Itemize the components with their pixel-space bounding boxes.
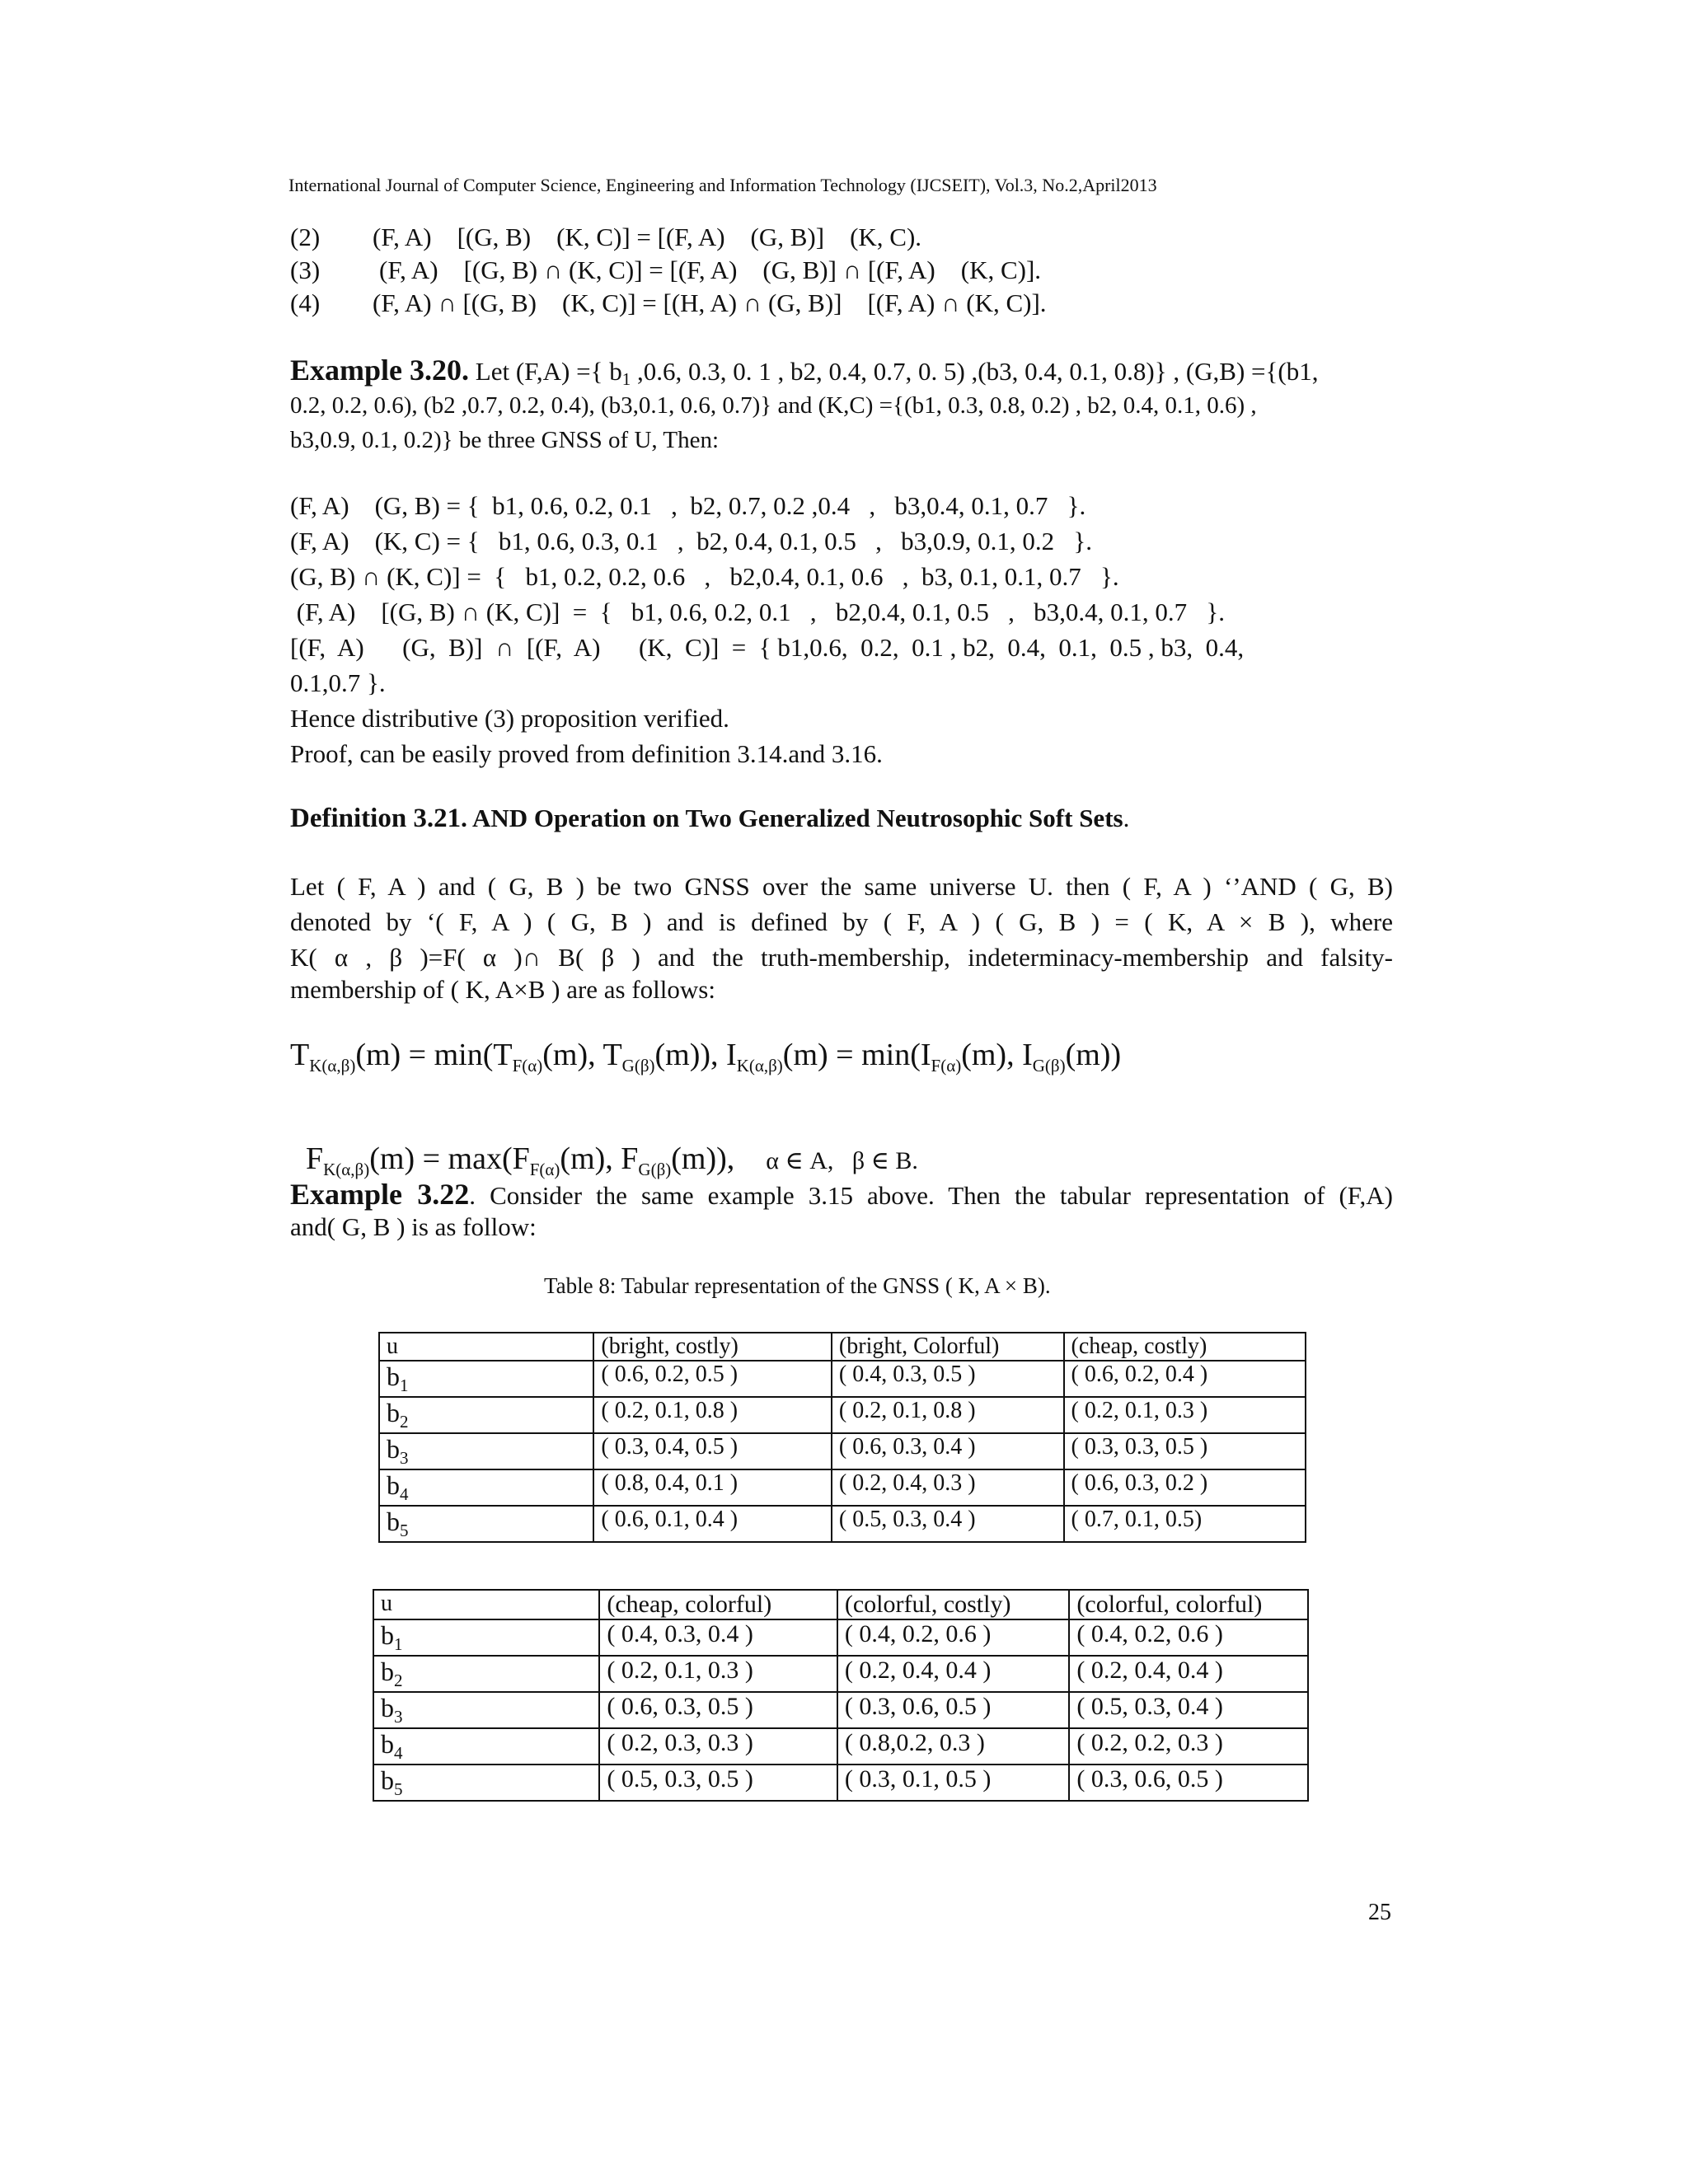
formula-text: (m) = min(T bbox=[355, 1038, 513, 1072]
table-cell: ( 0.3, 0.3, 0.5 ) bbox=[1064, 1433, 1306, 1469]
proposition-2 bbox=[290, 223, 921, 252]
row-label-subscript: 2 bbox=[394, 1671, 403, 1690]
table-caption: Table 8: Tabular representation of the GNSS ( K, A × B). bbox=[544, 1273, 1051, 1298]
formula-text: T bbox=[290, 1038, 310, 1072]
row-label-text: b bbox=[387, 1361, 400, 1391]
header-cell: (bright, costly) bbox=[593, 1333, 832, 1361]
row-label-subscript: 3 bbox=[394, 1707, 403, 1727]
definition-title: . AND Operation on Two Generalized Neutrosophic Soft Sets bbox=[461, 804, 1123, 832]
table-row bbox=[379, 1433, 1306, 1469]
table-cell: ( 0.8, 0.4, 0.1 ) bbox=[593, 1469, 832, 1506]
row-label-subscript: 5 bbox=[400, 1521, 409, 1540]
row-label-text: b bbox=[381, 1765, 394, 1795]
table-cell: ( 0.5, 0.3, 0.4 ) bbox=[1069, 1692, 1308, 1728]
row-label-subscript: 1 bbox=[394, 1634, 403, 1654]
example-label: Example 3.22 bbox=[290, 1178, 470, 1211]
table-cell: ( 0.4, 0.3, 0.4 ) bbox=[599, 1619, 837, 1656]
table-cell: ( 0.4, 0.2, 0.6 ) bbox=[1069, 1619, 1308, 1656]
table-cell: ( 0.6, 0.3, 0.2 ) bbox=[1064, 1469, 1306, 1506]
table-header-row bbox=[373, 1590, 1308, 1619]
table-cell: ( 0.2, 0.4, 0.4 ) bbox=[837, 1656, 1070, 1692]
table-cell: ( 0.2, 0.3, 0.3 ) bbox=[599, 1728, 837, 1765]
header-cell: (colorful, costly) bbox=[837, 1590, 1070, 1619]
table-cell: ( 0.3, 0.6, 0.5 ) bbox=[837, 1692, 1070, 1728]
table-row bbox=[379, 1506, 1306, 1542]
gnss-table-1 bbox=[378, 1332, 1306, 1543]
table-row bbox=[373, 1692, 1308, 1728]
formula-subscript: G(β) bbox=[638, 1160, 672, 1179]
row-label-subscript: 5 bbox=[394, 1779, 403, 1799]
example-3-22-line-1 bbox=[290, 1177, 1393, 1213]
table-cell: ( 0.8,0.2, 0.3 ) bbox=[837, 1728, 1070, 1765]
header-cell: (colorful, colorful) bbox=[1069, 1590, 1308, 1619]
row-label bbox=[373, 1728, 599, 1765]
formula-subscript: F(α) bbox=[512, 1056, 543, 1076]
formula-text: (m), T bbox=[542, 1038, 622, 1072]
definition-3-21-heading bbox=[290, 804, 1129, 834]
row-label bbox=[379, 1469, 593, 1506]
table-cell: ( 0.3, 0.1, 0.5 ) bbox=[837, 1765, 1070, 1801]
running-header: International Journal of Computer Science, Engineering and Information Technology (IJCSEIT), Vol.3, No.2,April2013 bbox=[288, 175, 1157, 195]
definition-end: . bbox=[1123, 804, 1130, 832]
formula-text: (m) = max(F bbox=[369, 1141, 530, 1176]
row-label-text: b bbox=[387, 1470, 400, 1500]
formula-text: (m) = min(I bbox=[782, 1038, 931, 1072]
table-cell: ( 0.5, 0.3, 0.4 ) bbox=[832, 1506, 1064, 1542]
proposition-3 bbox=[290, 255, 1041, 285]
table-header-row bbox=[379, 1333, 1306, 1361]
row-label bbox=[379, 1506, 593, 1542]
table-cell: ( 0.4, 0.2, 0.6 ) bbox=[837, 1619, 1070, 1656]
table-row bbox=[379, 1397, 1306, 1433]
result-line-5: [(F, A) (G, B)] ∩ [(F, A) (K, C)] = { b1,0.6, 0.2, 0.1 , b2, 0.4, 0.1, 0.5 , b3, 0.4, bbox=[290, 633, 1245, 662]
table-cell: ( 0.2, 0.1, 0.3 ) bbox=[599, 1656, 837, 1692]
formula-subscript: G(β) bbox=[1032, 1056, 1066, 1076]
formula-text: F bbox=[306, 1141, 324, 1176]
table-cell: ( 0.6, 0.2, 0.4 ) bbox=[1064, 1361, 1306, 1397]
definition-label: Definition 3.21 bbox=[290, 804, 462, 833]
table-cell: ( 0.6, 0.3, 0.5 ) bbox=[599, 1692, 837, 1728]
table-row bbox=[379, 1469, 1306, 1506]
example-label: Example 3.20. bbox=[290, 354, 470, 387]
row-label bbox=[373, 1765, 599, 1801]
formula-subscript: F(α) bbox=[529, 1160, 560, 1179]
row-label-text: b bbox=[381, 1693, 394, 1722]
example-text: Let (F,A) ={ b bbox=[469, 357, 622, 386]
header-cell: (cheap, colorful) bbox=[599, 1590, 837, 1619]
result-line-5-cont: 0.1,0.7 }. bbox=[290, 668, 386, 697]
row-label-text: b bbox=[387, 1398, 400, 1427]
table-cell: ( 0.2, 0.1, 0.3 ) bbox=[1064, 1397, 1306, 1433]
row-label-text: b bbox=[387, 1434, 400, 1464]
formula-text: (m), I bbox=[961, 1038, 1033, 1072]
definition-para-line-4: membership of ( K, A×B ) are as follows: bbox=[290, 975, 715, 1004]
definition-para-line-1: Let ( F, A ) and ( G, B ) be two GNSS over the same universe U. then ( F, A ) ‘’AND ( G, B) bbox=[290, 872, 1393, 901]
row-label-text: b bbox=[381, 1657, 394, 1686]
example-3-22-line-2: and( G, B ) is as follow: bbox=[290, 1212, 537, 1241]
formula-text: (m)), bbox=[671, 1141, 767, 1176]
formula-subscript: K(α,β) bbox=[323, 1160, 370, 1179]
table-cell: ( 0.7, 0.1, 0.5) bbox=[1064, 1506, 1306, 1542]
row-label-text: b bbox=[381, 1620, 394, 1650]
table-cell: ( 0.2, 0.1, 0.8 ) bbox=[832, 1397, 1064, 1433]
formula-subscript: K(α,β) bbox=[309, 1056, 356, 1076]
table-row bbox=[373, 1619, 1308, 1656]
table-row bbox=[373, 1765, 1308, 1801]
row-label bbox=[379, 1397, 593, 1433]
proof-statement: Proof, can be easily proved from definition 3.14.and 3.16. bbox=[290, 739, 883, 768]
table-cell: ( 0.2, 0.1, 0.8 ) bbox=[593, 1397, 832, 1433]
row-label-subscript: 4 bbox=[394, 1743, 403, 1763]
formula-truth-indeterminacy bbox=[290, 1037, 1121, 1076]
formula-subscript: F(α) bbox=[931, 1056, 962, 1076]
table-cell: ( 0.2, 0.2, 0.3 ) bbox=[1069, 1728, 1308, 1765]
formula-text: (m), F bbox=[560, 1141, 639, 1176]
table-cell: ( 0.3, 0.4, 0.5 ) bbox=[593, 1433, 832, 1469]
definition-para-line-3: K( α , β )=F( α )∩ B( β ) and the truth-membership, indeterminacy-membership and falsity- bbox=[290, 943, 1393, 972]
row-label bbox=[379, 1361, 593, 1397]
row-label bbox=[373, 1656, 599, 1692]
row-label-subscript: 1 bbox=[400, 1376, 409, 1395]
proposition-number: (4) bbox=[290, 288, 321, 317]
gnss-table-2 bbox=[373, 1589, 1309, 1802]
result-line-3: (G, B) ∩ (K, C)] = { b1, 0.2, 0.2, 0.6 , b2,0.4, 0.1, 0.6 , b3, 0.1, 0.1, 0.7 }. bbox=[290, 562, 1119, 591]
row-label-text: b bbox=[381, 1729, 394, 1759]
proposition-text: (F, A) ∩ [(G, B) (K, C)] = [(H, A) ∩ (G, B)] [(F, A) ∩ (K, C)]. bbox=[373, 288, 1047, 317]
subscript: 1 bbox=[621, 369, 631, 389]
table-cell: ( 0.4, 0.3, 0.5 ) bbox=[832, 1361, 1064, 1397]
formula-falsity bbox=[290, 1104, 918, 1180]
table-cell: ( 0.2, 0.4, 0.3 ) bbox=[832, 1469, 1064, 1506]
table-cell: ( 0.6, 0.3, 0.4 ) bbox=[832, 1433, 1064, 1469]
formula-subscript: K(α,β) bbox=[736, 1056, 783, 1076]
header-cell: u bbox=[379, 1333, 593, 1361]
table-cell: ( 0.2, 0.4, 0.4 ) bbox=[1069, 1656, 1308, 1692]
formula-text: (m)), I bbox=[654, 1038, 737, 1072]
table-row bbox=[373, 1728, 1308, 1765]
row-label-subscript: 3 bbox=[400, 1448, 409, 1468]
row-label bbox=[373, 1619, 599, 1656]
proposition-number: (3) bbox=[290, 255, 321, 284]
result-line-1: (F, A) (G, B) = { b1, 0.6, 0.2, 0.1 , b2, 0.7, 0.2 ,0.4 , b3,0.4, 0.1, 0.7 }. bbox=[290, 491, 1086, 520]
row-label-text: b bbox=[387, 1507, 400, 1536]
row-label-subscript: 2 bbox=[400, 1412, 409, 1432]
row-label bbox=[373, 1692, 599, 1728]
result-line-4: (F, A) [(G, B) ∩ (K, C)] = { b1, 0.6, 0.2, 0.1 , b2,0.4, 0.1, 0.5 , b3,0.4, 0.1, 0.7 }. bbox=[290, 598, 1226, 626]
example-text: ,0.6, 0.3, 0. 1 , b2, 0.4, 0.7, 0. 5) ,(b3, 0.4, 0.1, 0.8)} , (G,B) ={(b1, bbox=[631, 357, 1319, 386]
header-cell: (cheap, costly) bbox=[1064, 1333, 1306, 1361]
formula-text: (m)) bbox=[1065, 1038, 1122, 1072]
formula-text: α ∈ A, β ∈ B. bbox=[766, 1147, 918, 1174]
formula-subscript: G(β) bbox=[621, 1056, 655, 1076]
table-row bbox=[373, 1656, 1308, 1692]
table-row bbox=[379, 1361, 1306, 1397]
example-3-20-line-1 bbox=[290, 353, 1318, 390]
proposition-number: (2) bbox=[290, 223, 321, 251]
table-cell: ( 0.5, 0.3, 0.5 ) bbox=[599, 1765, 837, 1801]
example-3-20-line-3: b3,0.9, 0.1, 0.2)} be three GNSS of U, Then: bbox=[290, 427, 720, 453]
header-cell: (bright, Colorful) bbox=[832, 1333, 1064, 1361]
table-cell: ( 0.6, 0.2, 0.5 ) bbox=[593, 1361, 832, 1397]
header-cell: u bbox=[373, 1590, 599, 1619]
definition-para-line-2: denoted by ‘( F, A ) ( G, B ) and is defined by ( F, A ) ( G, B ) = ( K, A × B ), where bbox=[290, 907, 1393, 936]
proposition-4 bbox=[290, 288, 1047, 318]
example-text: . Consider the same example 3.15 above. Then the tabular representation of (F,A) bbox=[469, 1181, 1393, 1210]
proposition-text: (F, A) [(G, B) ∩ (K, C)] = [(F, A) (G, B)] ∩ [(F, A) (K, C)]. bbox=[379, 255, 1042, 284]
row-label bbox=[379, 1433, 593, 1469]
page-number: 25 bbox=[1368, 1900, 1391, 1925]
table-cell: ( 0.3, 0.6, 0.5 ) bbox=[1069, 1765, 1308, 1801]
table-cell: ( 0.6, 0.1, 0.4 ) bbox=[593, 1506, 832, 1542]
result-line-2: (F, A) (K, C) = { b1, 0.6, 0.3, 0.1 , b2, 0.4, 0.1, 0.5 , b3,0.9, 0.1, 0.2 }. bbox=[290, 527, 1093, 555]
row-label-subscript: 4 bbox=[400, 1484, 409, 1504]
example-3-20-line-2: 0.2, 0.2, 0.6), (b2 ,0.7, 0.2, 0.4), (b3,0.1, 0.6, 0.7)} and (K,C) ={(b1, 0.3, 0.8, 0.2) , b2, 0.4, 0.1, 0.6) , bbox=[290, 392, 1257, 419]
proposition-text: (F, A) [(G, B) (K, C)] = [(F, A) (G, B)] (K, C). bbox=[373, 223, 922, 251]
hence-statement: Hence distributive (3) proposition verified. bbox=[290, 704, 729, 733]
